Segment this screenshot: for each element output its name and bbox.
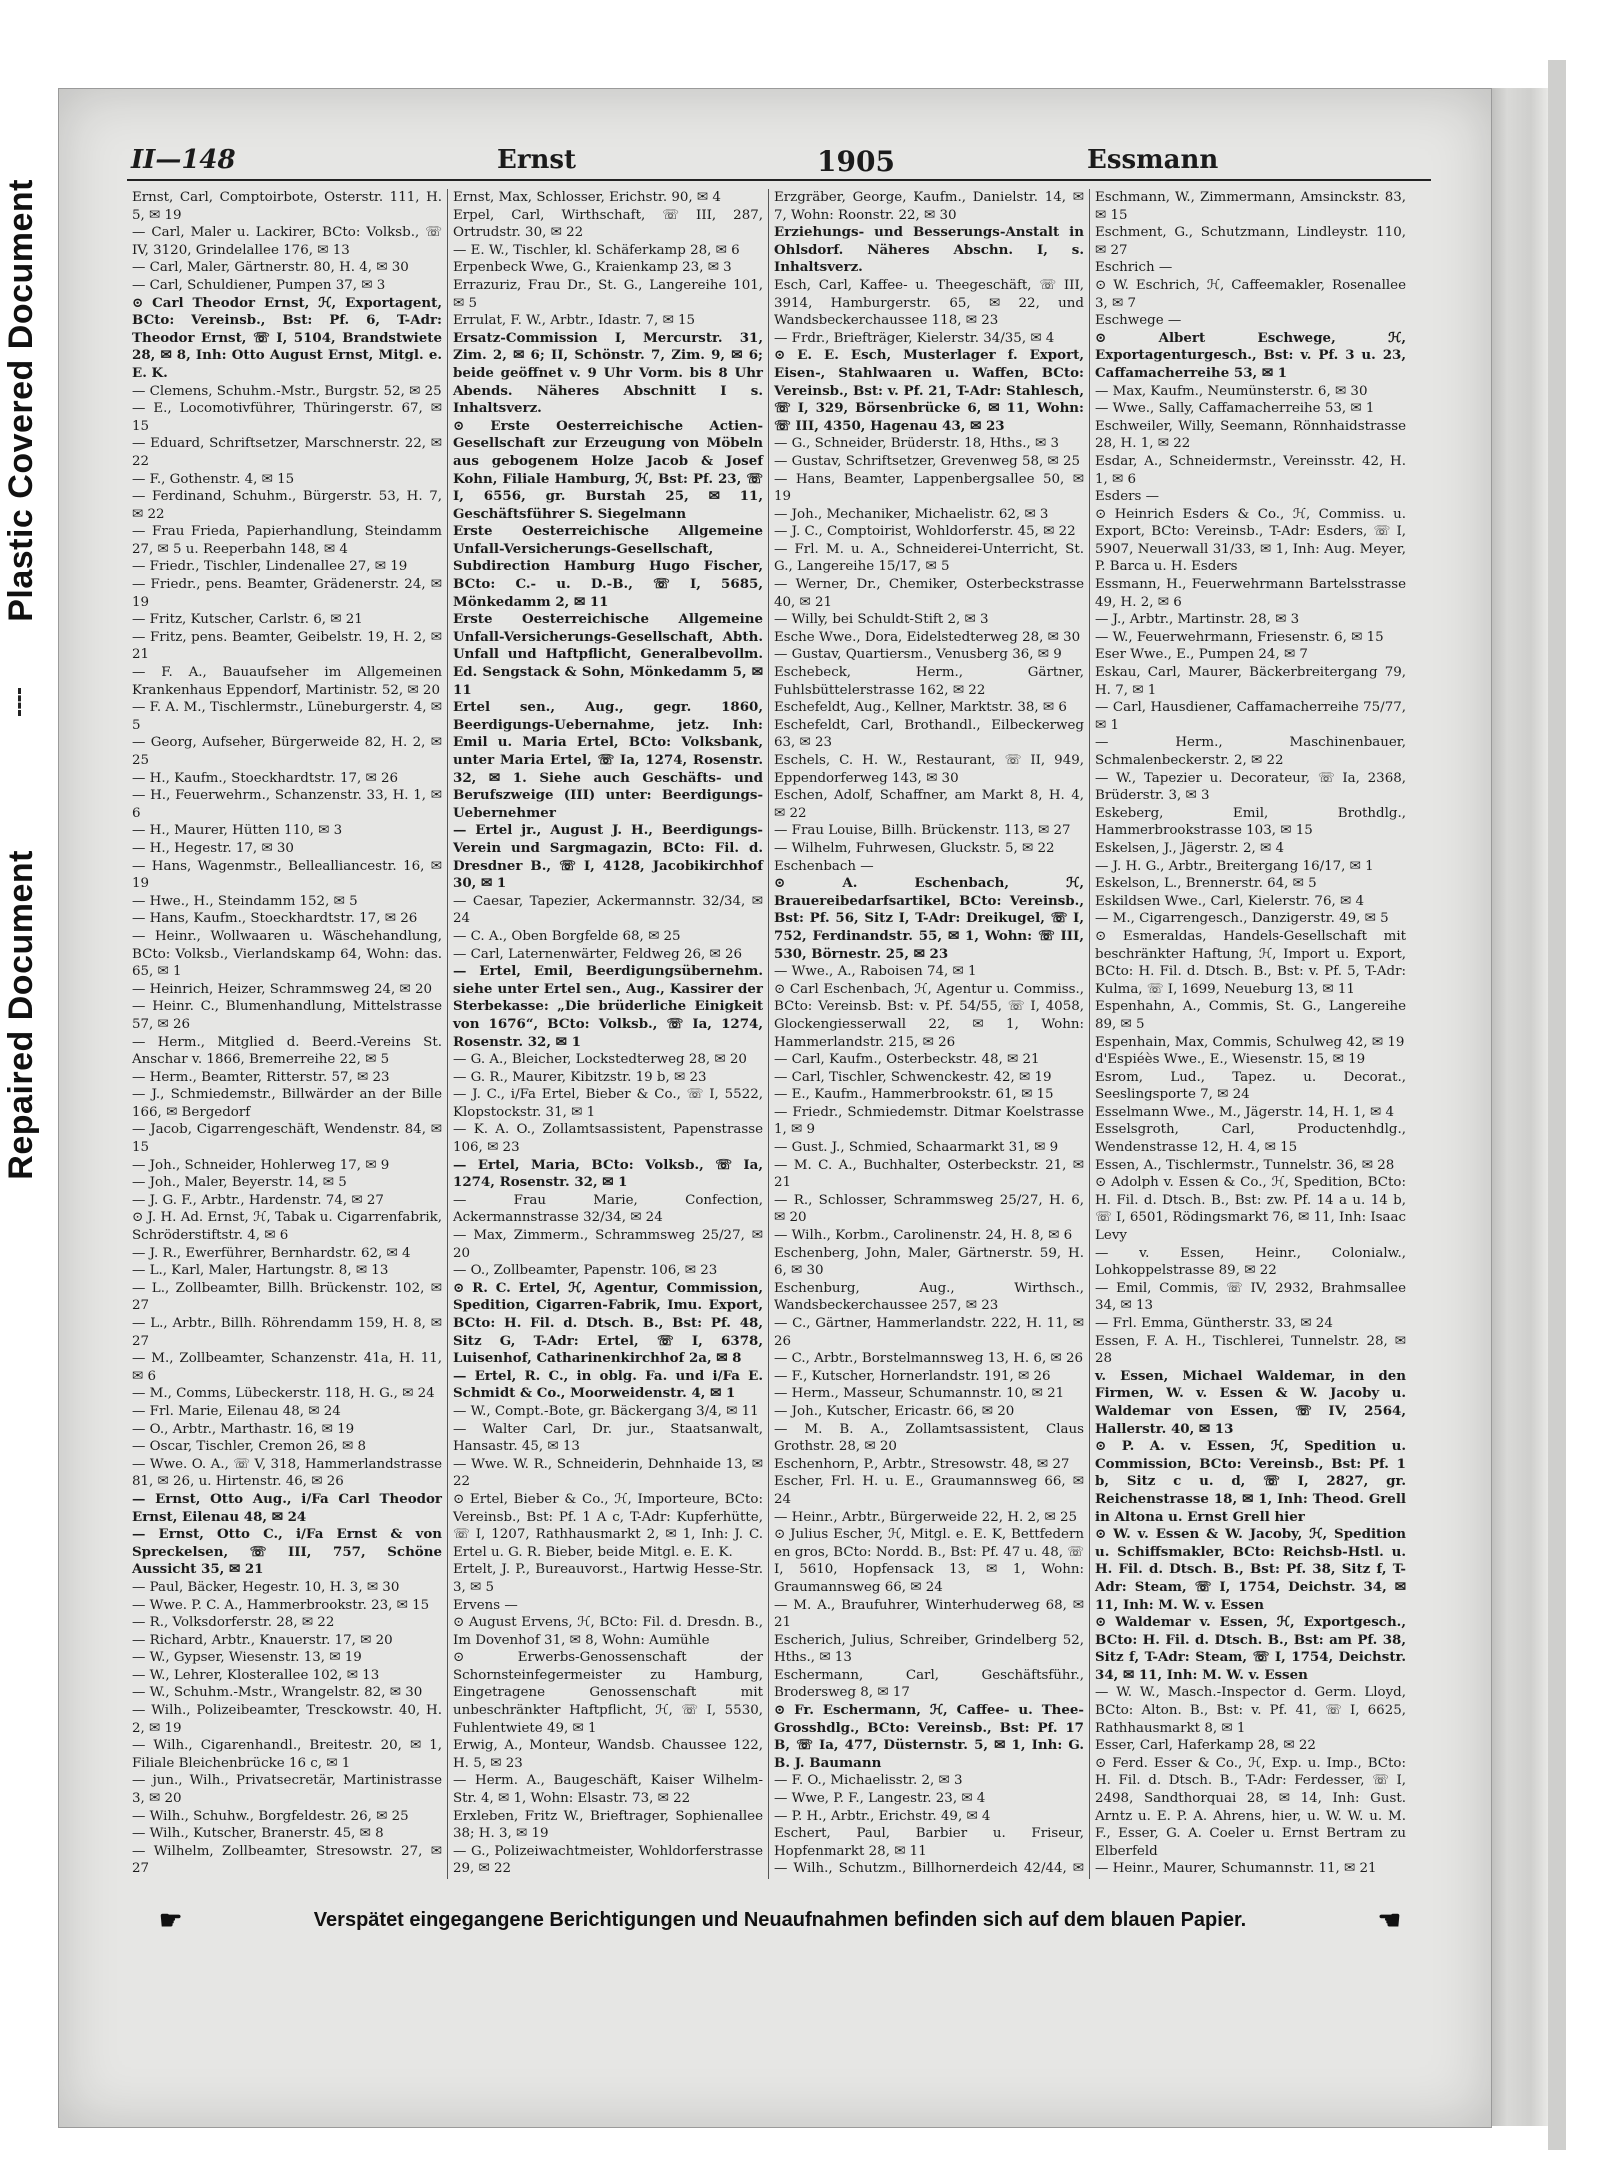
directory-entry: — C., Arbtr., Borstelmannsweg 13, H. 6, ✉ 26 — [774, 1351, 1083, 1367]
directory-entry: Eschefeldt, Carl, Brothandl., Eilbeckerweg 63, ✉ 23 — [774, 717, 1084, 751]
directory-entry: Espenhahn, A., Commis, St. G., Langereihe 89, ✉ 5 — [1095, 999, 1406, 1032]
directory-entry: Erpel, Carl, Wirthschaft, ☏ III, 287, Ortrudstr. 30, ✉ 22 — [453, 207, 763, 241]
directory-entry: — Friedr., pens. Beamter, Grädenerstr. 24, ✉ 19 — [132, 577, 442, 610]
directory-entry: — Willy, bei Schuldt-Stift 2, ✉ 3 — [774, 612, 989, 628]
directory-entry: — Hans, Beamter, Lappenbergsallee 50, ✉ 19 — [774, 471, 1084, 505]
directory-entry: — Ferdinand, Schuhm., Bürgerstr. 53, H. 7, ✉ 22 — [132, 489, 442, 522]
pointing-hand-left-icon: ☛ — [159, 1904, 183, 1935]
column-1 — [127, 189, 448, 1879]
directory-entry: — Wilhelm, Fuhrwesen, Gluckstr. 5, ✉ 22 — [774, 840, 1055, 856]
directory-entry: Eschmann, W., Zimmermann, Amsinckstr. 83, ✉ 15 — [1095, 190, 1406, 223]
directory-entry: Essen, F. A. H., Tischlerei, Tunnelstr. 28, ✉ 28 — [1095, 1333, 1406, 1367]
directory-entry: ⊙ Erwerbs-Genossenschaft der Schornsteinfegermeister zu Hamburg, Eingetragene Genossenschaft mit unbeschränkter Haftpflicht, ℋ, ☏ I, 5530, Fuhlentwiete 49, ✉ 1 — [453, 1650, 763, 1736]
directory-entry: Erpenbeck Wwe, G., Kraienkamp 23, ✉ 3 — [453, 260, 732, 276]
column-4 — [1090, 189, 1411, 1879]
directory-entry: — Heinr., Maurer, Schumannstr. 11, ✉ 21 — [1095, 1861, 1377, 1877]
directory-entry: — G. A., Bleicher, Lockstedterweg 28, ✉ 20 — [453, 1052, 747, 1068]
directory-entry: — M. A., Braufuhrer, Winterhuderweg 68, ✉ 21 — [774, 1597, 1084, 1631]
directory-entry: Eschen, Adolf, Schaffner, am Markt 8, H. 4, ✉ 22 — [774, 788, 1084, 821]
directory-entry: — E., Locomotivführer, Thüringerstr. 67, ✉ 15 — [132, 401, 442, 434]
directory-entry: ⊙ Erste Oesterreichische Actien-Gesellschaft zur Erzeugung von Möbeln aus gebogenem Holze Jacob & Josef Kohn, Filiale Hamburg, ℋ, Bst: Pf. 23, ☏ I, 6556, gr. Burstah 25, ✉ 11, Geschäftsführer S. Siegelmann — [453, 417, 763, 522]
directory-entry: — R., Schlosser, Schrammsweg 25/27, H. 6, ✉ 20 — [774, 1192, 1084, 1226]
directory-entry: Eschert, Paul, Barbier u. Friseur, Hopfenmarkt 28, ✉ 11 — [774, 1826, 1084, 1859]
directory-entry: — G., Schneider, Brüderstr. 18, Hths., ✉ 3 — [774, 436, 1060, 452]
directory-entry: — Carl, Kaufm., Osterbeckstr. 48, ✉ 21 — [774, 1052, 1040, 1068]
directory-entry: Eschels, C. H. W., Restaurant, ☏ II, 949, Eppendorferweg 143, ✉ 30 — [774, 753, 1084, 786]
directory-entry: — Carl, Schuldiener, Pumpen 37, ✉ 3 — [132, 277, 386, 293]
directory-entry: Errazuriz, Frau Dr., St. G., Langereihe 101, ✉ 5 — [453, 277, 763, 311]
directory-entry: — W., Tapezier u. Decorateur, ☏ Ia, 2368, Brüderstr. 3, ✉ 3 — [1095, 770, 1406, 804]
directory-entry: ⊙ Waldemar v. Essen, ℋ, Exportgesch., BCto: H. Fil. d. Dtsch. B., Bst: am Pf. 38, Sitz f, T-Adr: Steam, ☏ I, 1754, Deichstr. 34, ✉ 11, Inh: M. W. v. Essen — [1095, 1614, 1406, 1683]
directory-entry: Eskeberg, Emil, Brothdlg., Hammerbrookstrasse 103, ✉ 15 — [1095, 805, 1406, 839]
directory-entry: Esser, Carl, Haferkamp 28, ✉ 22 — [1095, 1738, 1316, 1754]
directory-entry: Escher, Frl. H. u. E., Graumannsweg 66, ✉ 24 — [774, 1474, 1084, 1507]
directory-entry: — M., Cigarrengesch., Danzigerstr. 49, ✉ 5 — [1095, 911, 1389, 927]
directory-entry: — Frau Louise, Billh. Brückenstr. 113, ✉ 27 — [774, 823, 1071, 839]
directory-entry: — Wwe. P. C. A., Hammerbrookstr. 23, ✉ 15 — [132, 1597, 430, 1613]
directory-entry: Eschrich — — [1095, 260, 1173, 276]
directory-entry: — K. A. O., Zollamtsassistent, Papenstrasse 106, ✉ 23 — [453, 1122, 763, 1156]
side-label-repaired: Repaired Document — [1, 850, 40, 1180]
directory-entry: — Wwe., Sally, Caffamacherreihe 53, ✉ 1 — [1095, 401, 1375, 417]
directory-entry: ⊙ W. v. Essen & W. Jacoby, ℋ, Spedition u. Schiffsmakler, BCto: Reichsb-Hstl. u. H. Fil. d. Dtsch. B., Bst: Pf. 38, Sitz f, T-Adr: Steam, ☏ I, 1754, Deichstr. 34, ✉ 11, Inh: M. W. v. Essen — [1095, 1526, 1406, 1613]
directory-entry: — E. W., Tischler, kl. Schäferkamp 28, ✉ 6 — [453, 242, 740, 258]
directory-entry: — Ernst, Otto C., i/Fa Ernst & von Spreckelsen, ☏ III, 757, Schöne Aussicht 35, ✉ 21 — [132, 1526, 442, 1578]
directory-entry: — Eduard, Schriftsetzer, Marschnerstr. 22, ✉ 22 — [132, 436, 442, 469]
directory-entry: Esche Wwe., Dora, Eidelstedterweg 28, ✉ 30 — [774, 629, 1081, 645]
directory-entry: — W., Gypser, Wiesenstr. 13, ✉ 19 — [132, 1650, 362, 1666]
directory-entry: ⊙ Julius Escher, ℋ, Mitgl. e. E. K, Bettfedern en gros, BCto: Nordd. B., Bst: Pf. 47 u. 48, ☏ I, 5610, Hopfensack 13, ✉ 1, Wohn: Graumannsweg 66, ✉ 24 — [774, 1527, 1084, 1595]
directory-entry: — Wwe., A., Raboisen 74, ✉ 1 — [774, 964, 977, 980]
directory-entry: Esselmann Wwe., M., Jägerstr. 14, H. 1, ✉ 4 — [1095, 1104, 1395, 1120]
directory-entry: Essen, A., Tischlermstr., Tunnelstr. 36, ✉ 28 — [1095, 1157, 1395, 1173]
directory-entry: — Carl, Maler u. Lackirer, BCto: Volksb., ☏ IV, 3120, Grindelallee 176, ✉ 13 — [132, 225, 442, 258]
directory-entry: Ertel sen., Aug., gegr. 1860, Beerdigungs-Uebernahme, jetz. Inh: Emil u. Maria Ertel, BCto: Volksbank, unter Maria Ertel, ☏ Ia, 1274, Rosenstr. 32, ✉ 1. Siehe auch Geschäfts- und Berufszweige (III) unter: Beerdigungs-Uebernehmer — [453, 699, 763, 821]
directory-entry: — Max, Kaufm., Neumünsterstr. 6, ✉ 30 — [1095, 383, 1368, 399]
directory-entry: — Wilhelm, Zollbeamter, Stresowstr. 27, ✉ 27 — [132, 1843, 442, 1877]
directory-entry: — E., Kaufm., Hammerbrookstr. 61, ✉ 15 — [774, 1087, 1054, 1103]
directory-entry: Eschenbach — — [774, 858, 874, 874]
directory-entry: — Fritz, Kutscher, Carlstr. 6, ✉ 21 — [132, 612, 363, 628]
directory-entry: Eskelson, L., Brennerstr. 64, ✉ 5 — [1095, 876, 1317, 892]
directory-entry: — Herm., Maschinenbauer, Schmalenbeckerstr. 2, ✉ 22 — [1095, 735, 1406, 768]
directory-entry: — Gustav, Quartiersm., Venusberg 36, ✉ 9 — [774, 647, 1062, 663]
pointing-hand-right-icon: ☚ — [1377, 1904, 1401, 1935]
directory-entry: — W., Compt.-Bote, gr. Bäckergang 3/4, ✉ 11 — [453, 1403, 759, 1419]
directory-entry: — Caesar, Tapezier, Ackermannstr. 32/34, ✉ 24 — [453, 893, 763, 927]
directory-entry: — F. O., Michaelisstr. 2, ✉ 3 — [774, 1773, 963, 1789]
directory-entry: ⊙ Albert Eschwege, ℋ, Exportagenturgesch., Bst: v. Pf. 3 u. 23, Caffamacherreihe 53, ✉ 1 — [1095, 329, 1406, 381]
directory-entry: — Wilh., Polizeibeamter, Tresckowstr. 40, H. 2, ✉ 19 — [132, 1703, 442, 1736]
directory-entry: Eschenhorn, P., Arbtr., Stresowstr. 48, ✉ 27 — [774, 1456, 1070, 1472]
directory-entry: — M. C. A., Buchhalter, Osterbeckstr. 21, ✉ 21 — [774, 1157, 1084, 1191]
column-2 — [448, 189, 769, 1879]
directory-entry: Erzgräber, George, Kaufm., Danielstr. 14, ✉ 7, Wohn: Roonstr. 22, ✉ 30 — [774, 190, 1084, 223]
directory-entry: ⊙ Carl Eschenbach, ℋ, Agentur u. Commiss., BCto: Vereinsb. Bst: v. Pf. 54/55, ☏ I, 4058, Glockengiesserwall 22, ✉ 1, Wohn: Hammerlandstr. 215, ✉ 26 — [774, 981, 1084, 1050]
directory-entry: — Frl. M. u. A., Schneiderei-Unterricht, St. G., Langereihe 15/17, ✉ 5 — [774, 541, 1084, 575]
directory-entry: — Joh., Schneider, Hohlerweg 17, ✉ 9 — [132, 1157, 390, 1173]
directory-entry: — F. A., Bauaufseher im Allgemeinen Krankenhaus Eppendorf, Martinistr. 52, ✉ 20 — [132, 665, 442, 698]
directory-entry: ⊙ W. Eschrich, ℋ, Caffeemakler, Rosenallee 3, ✉ 7 — [1095, 277, 1406, 311]
directory-entry: — Werner, Dr., Chemiker, Osterbeckstrasse 40, ✉ 21 — [774, 577, 1084, 610]
directory-entry: ⊙ J. H. Ad. Ernst, ℋ, Tabak u. Cigarrenfabrik, Schröderstiftstr. 4, ✉ 6 — [132, 1210, 442, 1244]
directory-entry: — H., Kaufm., Stoeckhardtstr. 17, ✉ 26 — [132, 770, 399, 786]
directory-entry: — Frl. Marie, Eilenau 48, ✉ 24 — [132, 1403, 341, 1419]
directory-entry: Ernst, Max, Schlosser, Erichstr. 90, ✉ 4 — [453, 190, 721, 205]
directory-entry: — Emil, Commis, ☏ IV, 2932, Brahmsallee 34, ✉ 13 — [1095, 1280, 1406, 1314]
directory-entry: — Frl. Emma, Güntherstr. 33, ✉ 24 — [1095, 1316, 1333, 1331]
directory-entry: — G., Polizeiwachtmeister, Wohldorferstrasse 29, ✉ 22 — [453, 1843, 763, 1877]
directory-entry: — L., Arbtr., Billh. Röhrendamm 159, H. 8, ✉ 27 — [132, 1316, 442, 1349]
directory-entry: — J. C., i/Fa Ertel, Bieber & Co., ☏ I, 5522, Klopstockstr. 31, ✉ 1 — [453, 1087, 763, 1120]
directory-entry: — Max, Zimmerm., Schrammsweg 25/27, ✉ 20 — [453, 1228, 763, 1261]
directory-entry — [132, 1878, 442, 1879]
directory-entry: — Heinr., Arbtr., Bürgerweide 22, H. 2, ✉ 25 — [774, 1509, 1078, 1525]
directory-entry: — J. C., Comptoirist, Wohldorferstr. 45, ✉ 22 — [774, 524, 1076, 540]
directory-entry: — P. H., Arbtr., Erichstr. 49, ✉ 4 — [774, 1808, 991, 1824]
directory-entry: — W. W., Masch.-Inspector d. Germ. Lloyd, BCto: Alton. B., Bst: v. Pf. 41, ☏ I, 6625, Rathhausmarkt 8, ✉ 1 — [1095, 1685, 1406, 1736]
directory-entry: Esders — — [1095, 489, 1160, 505]
directory-entry: — Frau Marie, Confection, Ackermannstrasse 32/34, ✉ 24 — [453, 1192, 763, 1226]
directory-entry: Erste Oesterreichische Allgemeine Unfall-Versicherungs-Gesellschaft, Abth. Unfall und Haftpflicht, Generalbevollm. Ed. Sengstack & Sohn, Mönkedamm 5, ✉ 11 — [453, 611, 763, 698]
directory-entry: — W., Feuerwehrmann, Friesenstr. 6, ✉ 15 — [1095, 629, 1384, 645]
directory-entry: Essmann, H., Feuerwehrmann Bartelsstrasse 49, H. 2, ✉ 6 — [1095, 577, 1406, 610]
directory-entry: — Ertel jr., August J. H., Beerdigungs-Verein und Sargmagazin, BCto: Fil. d. Dresdner B., ☏ I, 4128, Jacobikirchhof 30, ✉ 1 — [453, 822, 763, 892]
directory-entry: — Ernst, Otto Aug., i/Fa Carl Theodor Ernst, Eilenau 48, ✉ 24 — [132, 1490, 442, 1525]
directory-entry: — J. H. G., Arbtr., Breitergang 16/17, ✉ 1 — [1095, 858, 1374, 874]
directory-entry: ⊙ Fr. Eschermann, ℋ, Caffee- u. Thee-Grosshdlg., BCto: Vereinsb., Bst: Pf. 17 B, ☏ Ia, 477, Düsternstr. 5, ✉ 1, Inh: G. B. J. Baumann — [774, 1702, 1084, 1771]
directory-entry: — Hans, Wagenmstr., Bellealliancestr. 16, ✉ 19 — [132, 858, 442, 892]
directory-entry: — Hans, Kaufm., Stoeckhardtstr. 17, ✉ 26 — [132, 911, 418, 927]
directory-entry: Erziehungs- und Besserungs-Anstalt in Ohlsdorf. Näheres Abschn. I, s. Inhaltsverz. — [774, 224, 1084, 276]
directory-entry: — H., Hegestr. 17, ✉ 30 — [132, 840, 294, 856]
directory-entry: Eschenburg, Aug., Wirthsch., Wandsbeckerchaussee 257, ✉ 23 — [774, 1280, 1084, 1314]
directory-entry: — J., Schmiedemstr., Billwärder an der Bille 166, ✉ Bergedorf — [132, 1087, 442, 1120]
directory-entry: — Herm., Mitglied d. Beerd.-Vereins St. Anschar v. 1866, Bremerreihe 22, ✉ 5 — [132, 1034, 442, 1068]
directory-entry: Escherich, Julius, Schreiber, Grindelberg 52, Hths., ✉ 13 — [774, 1632, 1084, 1666]
directory-entry: Errulat, F. W., Arbtr., Idastr. 7, ✉ 15 — [453, 313, 696, 329]
directory-entry: ⊙ Ertel, Bieber & Co., ℋ, Importeure, BCto: Vereinsb., Bst: Pf. 1 A c, T-Adr: Kupferhütte, ☏ I, 1207, Rathhausmarkt 2, ✉ 1, Inh: J. C. Ertel u. G. R. Bieber, beide Mitgl. e. E. K. — [453, 1491, 763, 1560]
directory-entry: Ertelt, J. P., Bureauvorst., Hartwig Hesse-Str. 3, ✉ 5 — [453, 1562, 763, 1595]
directory-entry: Ervens — — [453, 1597, 518, 1613]
directory-entry: Ernst, Carl, Comptoirbote, Osterstr. 111, H. 5, ✉ 19 — [132, 190, 442, 223]
directory-entry: — F., Gothenstr. 4, ✉ 15 — [132, 471, 295, 487]
directory-entry: — Joh., Kutscher, Ericastr. 66, ✉ 20 — [774, 1403, 1015, 1419]
directory-entry: ⊙ A. Eschenbach, ℋ, Brauereibedarfsartikel, BCto: Vereinsb., Bst: Pf. 56, Sitz I, T-Adr: Dreikugel, ☏ I, 752, Ferdinandstr. 55, ✉ 1, Wohn: ☏ III, 530, Börnestr. 25, ✉ 23 — [774, 875, 1084, 962]
header-year: 1905 — [817, 145, 895, 178]
directory-entry: — Georg, Aufseher, Bürgerweide 82, H. 2, ✉ 25 — [132, 735, 442, 768]
directory-entry: ⊙ E. E. Esch, Musterlager f. Export, Eisen-, Stahlwaaren u. Waffen, BCto: Vereinsb., Bst: v. Pf. 21, T-Adr: Stahlesch, ☏ I, 329, Börsenbrücke 6, ✉ 11, Wohn: ☏ III, 4350, Hagenau 43, ✉ 23 — [774, 347, 1084, 434]
directory-entry: — Carl, Maler, Gärtnerstr. 80, H. 4, ✉ 30 — [132, 260, 409, 276]
directory-entry: — Frau Frieda, Papierhandlung, Steindamm 27, ✉ 5 u. Reeperbahn 148, ✉ 4 — [132, 524, 442, 557]
directory-entry: — O., Arbtr., Marthastr. 16, ✉ 19 — [132, 1421, 355, 1437]
directory-entry: Eskildsen Wwe., Carl, Kielerstr. 76, ✉ 4 — [1095, 893, 1364, 909]
directory-entry: — Ertel, R. C., in oblg. Fa. und i/Fa E. Schmidt & Co., Moorweidenstr. 4, ✉ 1 — [453, 1367, 763, 1402]
directory-entry: — Jacob, Cigarrengeschäft, Wendenstr. 84, ✉ 15 — [132, 1122, 442, 1156]
directory-entry: ⊙ Adolph v. Essen & Co., ℋ, Spedition, BCto: H. Fil. d. Dtsch. B., Bst: zw. Pf. 14 a u. 14 b, ☏ I, 6501, Rödingsmarkt 76, ✉ 11, Inh: Isaac Levy — [1095, 1175, 1406, 1244]
directory-entry: — F. A. M., Tischlermstr., Lüneburgerstr. 4, ✉ 5 — [132, 700, 443, 733]
footer-note — [159, 1904, 1401, 1936]
directory-entry: — Frdr., Briefträger, Kielerstr. 34/35, ✉ 4 — [774, 330, 1055, 346]
directory-entry: Eskau, Carl, Maurer, Bäckerbreitergang 79, H. 7, ✉ 1 — [1095, 665, 1406, 698]
directory-entry: Eschebeck, Herm., Gärtner, Fuhlsbüttelerstrasse 162, ✉ 22 — [774, 665, 1084, 698]
directory-entry — [453, 1878, 763, 1879]
directory-entry: Eser Wwe., E., Pumpen 24, ✉ 7 — [1095, 647, 1308, 663]
directory-entry: — J. R., Ewerführer, Bernhardstr. 62, ✉ 4 — [132, 1245, 411, 1261]
directory-entry: — Heinr., Wollwaaren u. Wäschehandlung, BCto: Volksb., Vierlandskamp 64, Wohn: das. 65, ✉ 1 — [132, 928, 442, 980]
directory-entry: — Fritz, pens. Beamter, Geibelstr. 19, H. 2, ✉ 21 — [132, 629, 442, 663]
directory-entry: Ersatz-Commission I, Mercurstr. 31, Zim. 2, ✉ 6; II, Schönstr. 7, Zim. 9, ✉ 6; beide geöffnet v. 9 Uhr Vorm. bis 8 Uhr Abends. Näheres Abschnitt I s. Inhaltsverz. — [453, 329, 763, 417]
directory-entry: ⊙ Heinrich Esders & Co., ℋ, Commiss. u. Export, BCto: Vereinsb., T-Adr: Esders, ☏ I, 5907, Neuerwall 31/33, ✉ 1, Inh: Aug. Meyer, P. Barca u. H. Esders — [1095, 506, 1406, 575]
directory-entry: ⊙ Ferd. Esser & Co., ℋ, Exp. u. Imp., BCto: H. Fil. d. Dtsch. B., T-Adr: Ferdesser, ☏ I, 2498, Sandthorquai 28, ✉ 14, Inh: Gust. Arntz u. E. P. A. Ahrens, hier, u. W. W. u. M. F., Esser, G. A. Coeler u. Ernst Bertram zu Elberfeld — [1095, 1755, 1406, 1859]
header-left-word: Ernst — [497, 145, 577, 175]
directory-entry: — Heinr. C., Blumenhandlung, Mittelstrasse 57, ✉ 26 — [132, 999, 442, 1032]
page-number: II—148 — [131, 145, 236, 175]
directory-entry: ⊙ Esmeraldas, Handels-Gesellschaft mit beschränkter Haftung, ℋ, Import u. Export, BCto: H. Fil. d. Dtsch. B., Bst: v. Pf. 5, T-Adr: Kulma, ☏ I, 1699, Neueburg 13, ✉ 11 — [1095, 928, 1406, 997]
directory-entry: Eskelsen, J., Jägerstr. 2, ✉ 4 — [1095, 840, 1284, 856]
directory-entry: — Richard, Arbtr., Knauerstr. 17, ✉ 20 — [132, 1632, 393, 1648]
directory-entry: Eschermann, Carl, Geschäftsführ., Brodersweg 8, ✉ 17 — [774, 1667, 1084, 1701]
directory-entry: Espenhain, Max, Commis, Schulweg 42, ✉ 19 — [1095, 1034, 1405, 1050]
directory-entry: — Wilh., Korbm., Carolinenstr. 24, H. 8, ✉ 6 — [774, 1228, 1073, 1244]
directory-entry: — Wilh., Schutzm., Billhornerdeich 42/44, ✉ — [774, 1861, 1084, 1877]
directory-entry: Esrom, Lud., Tapez. u. Decorat., Seeslingsporte 7, ✉ 24 — [1095, 1069, 1406, 1103]
directory-entry: — jun., Wilh., Privatsecretär, Martinistrasse 3, ✉ 20 — [132, 1773, 442, 1807]
directory-entry: Eschweiler, Willy, Seemann, Rönnhaidstrasse 28, H. 1, ✉ 22 — [1095, 418, 1406, 452]
directory-entry: — Ertel, Emil, Beerdigungsübernehm. siehe unter Ertel sen., Aug., Kassirer der Sterbekasse: „Die brüderliche Einigkeit von 1676“, BCto: Volksb., ☏ Ia, 1274, Rosenstr. 32, ✉ 1 — [453, 963, 763, 1050]
directory-entry: — Herm., Beamter, Ritterstr. 57, ✉ 23 — [132, 1069, 390, 1085]
directory-entry: Erxleben, Fritz W., Brieftrager, Sophienallee 38; H. 3, ✉ 19 — [453, 1808, 763, 1842]
directory-entry: — Hwe., H., Steindamm 152, ✉ 5 — [132, 893, 358, 909]
directory-entry: — Heinrich, Heizer, Schrammsweg 24, ✉ 20 — [132, 981, 433, 997]
header-right-word: Essmann — [1087, 145, 1219, 175]
side-label-plastic-covered: Plastic Covered Document — [1, 178, 40, 622]
directory-entry: d'Espiéès Wwe., E., Wiesenstr. 15, ✉ 19 — [1095, 1052, 1366, 1068]
directory-entry: Eschefeldt, Aug., Kellner, Marktstr. 38, ✉ 6 — [774, 700, 1067, 716]
directory-entry: ⊙ R. C. Ertel, ℋ, Agentur, Commission, Spedition, Cigarren-Fabrik, Imu. Export, BCto: H. Fil. d. Dtsch. B., Bst: Pf. 48, Sitz G, T-Adr: Ertel, ☏ I, 6378, Luisenhof, Catharinenkirchhof 2a, ✉ 8 — [453, 1279, 763, 1367]
directory-entry: — Clemens, Schuhm.-Mstr., Burgstr. 52, ✉ 25 — [132, 383, 442, 399]
directory-entry: — M., Zollbeamter, Schanzenstr. 41a, H. 11, ✉ 6 — [132, 1351, 442, 1384]
directory-entry: — Wwe, P. F., Langestr. 23, ✉ 4 — [774, 1791, 986, 1807]
directory-entry: — H., Maurer, Hütten 110, ✉ 3 — [132, 823, 343, 839]
directory-entry: — Ertel, Maria, BCto: Volksb., ☏ Ia, 1274, Rosenstr. 32, ✉ 1 — [453, 1156, 763, 1191]
directory-entry: — L., Zollbeamter, Billh. Brückenstr. 102, ✉ 27 — [132, 1280, 442, 1314]
directory-entry: — Friedr., Tischler, Lindenallee 27, ✉ 19 — [132, 559, 408, 575]
directory-entry: — W., Lehrer, Klosterallee 102, ✉ 13 — [132, 1667, 380, 1683]
directory-entry: ⊙ P. A. v. Essen, ℋ, Spedition u. Commission, BCto: Vereinsb., Bst: Pf. 1 b, Sitz c u. d, ☏ I, 2827, gr. Reichenstrasse 18, ✉ 1, Inh: Theod. Grell in Altona u. Ernst Grell hier — [1095, 1438, 1406, 1525]
directory-entry: ⊙ August Ervens, ℋ, BCto: Fil. d. Dresdn. B., Im Dovenhof 31, ✉ 8, Wohn: Aumühle — [453, 1615, 763, 1648]
directory-entry: — F., Kutscher, Hornerlandstr. 191, ✉ 26 — [774, 1368, 1051, 1384]
directory-entry: — Joh., Mechaniker, Michaelistr. 62, ✉ 3 — [774, 506, 1049, 522]
directory-entry: — J. G. F., Arbtr., Hardenstr. 74, ✉ 27 — [132, 1192, 384, 1208]
directory-entry: — H., Feuerwehrm., Schanzenstr. 33, H. 1, ✉ 6 — [132, 788, 442, 821]
directory-entry: — Herm. A., Baugeschäft, Kaiser Wilhelm-Str. 4, ✉ 1, Wohn: Elsastr. 73, ✉ 22 — [453, 1773, 763, 1807]
directory-entry: — Gust. J., Schmied, Schaarmarkt 31, ✉ 9 — [774, 1140, 1059, 1156]
directory-entry: — Wilh., Schuhw., Borgfeldestr. 26, ✉ 25 — [132, 1808, 409, 1824]
directory-entry: — R., Volksdorferstr. 28, ✉ 22 — [132, 1615, 335, 1631]
directory-entry: — v. Essen, Heinr., Colonialw., Lohkoppelstrasse 89, ✉ 22 — [1095, 1245, 1406, 1279]
directory-entry: Esselsgroth, Carl, Productenhdlg., Wendenstrasse 12, H. 4, ✉ 15 — [1095, 1122, 1406, 1156]
column-3 — [769, 189, 1090, 1879]
directory-entry: Erwig, A., Monteur, Wandsb. Chaussee 122, H. 5, ✉ 23 — [453, 1738, 763, 1771]
directory-entry: — J., Arbtr., Martinstr. 28, ✉ 3 — [1095, 612, 1300, 628]
directory-entry: — W., Schuhm.-Mstr., Wrangelstr. 82, ✉ 30 — [132, 1685, 423, 1701]
directory-entry: ⊙ Carl Theodor Ernst, ℋ, Exportagent, BCto: Vereinsb., Bst: Pf. 6, T-Adr: Theodor Ernst, ☏ I, 5104, Brandstwiete 28, ✉ 8, Inh: Otto August Ernst, Mitgl. e. E. K. — [132, 294, 442, 381]
directory-entry: — C., Gärtner, Hammerlandstr. 222, H. 11, ✉ 26 — [774, 1316, 1084, 1349]
directory-entry: — Wwe. O. A., ☏ V, 318, Hammerlandstrasse 81, ✉ 26, u. Hirtenstr. 46, ✉ 26 — [132, 1456, 442, 1490]
directory-entry: — Wilh., Kutscher, Branerstr. 45, ✉ 8 — [132, 1826, 384, 1842]
page-back-edge — [1548, 60, 1566, 2150]
scanned-page — [58, 88, 1492, 2128]
directory-entry: v. Essen, Michael Waldemar, in den Firmen, W. v. Essen & W. Jacoby u. Waldemar von Essen, ☏ IV, 2564, Hallerstr. 40, ✉ 13 — [1095, 1367, 1406, 1437]
directory-entry: — C. A., Oben Borgfelde 68, ✉ 25 — [453, 928, 681, 944]
directory-entry: Esdar, A., Schneidermstr., Vereinsstr. 42, H. 1, ✉ 6 — [1095, 453, 1406, 487]
directory-entry: — Wwe. W. R., Schneiderin, Dehnhaide 13, ✉ 22 — [453, 1456, 763, 1490]
directory-entry: — Herm., Masseur, Schumannstr. 10, ✉ 21 — [774, 1386, 1065, 1402]
directory-entry: — Wilh., Cigarenhandl., Breitestr. 20, ✉ 1, Filiale Bleichenbrücke 16 c, ✉ 1 — [132, 1738, 442, 1771]
directory-entry — [1095, 1878, 1406, 1879]
directory-entry: Eschenberg, John, Maler, Gärtnerstr. 59, H. 6, ✉ 30 — [774, 1245, 1084, 1279]
page-header — [127, 139, 1431, 181]
page-edge-shadow — [1490, 88, 1548, 2126]
directory-entry: — O., Zollbeamter, Papenstr. 106, ✉ 23 — [453, 1263, 718, 1279]
directory-entry: — Carl, Laternenwärter, Feldweg 26, ✉ 26 — [453, 946, 743, 962]
directory-entry: — Joh., Maler, Beyerstr. 14, ✉ 5 — [132, 1175, 347, 1191]
directory-entry: — M., Comms, Lübeckerstr. 118, H. G., ✉ 24 — [132, 1386, 435, 1402]
directory-entry: — Carl, Hausdiener, Caffamacherreihe 75/77, ✉ 1 — [1095, 700, 1406, 733]
directory-columns — [127, 189, 1413, 1879]
directory-entry: — M. B. A., Zollamtsassistent, Claus Grothstr. 28, ✉ 20 — [774, 1421, 1084, 1455]
directory-entry: — Oscar, Tischler, Cremon 26, ✉ 8 — [132, 1439, 367, 1455]
directory-entry: — L., Karl, Maler, Hartungstr. 8, ✉ 13 — [132, 1263, 389, 1279]
directory-entry: Erste Oesterreichische Allgemeine Unfall-Versicherungs-Gesellschaft, Subdirection Hamburg Hugo Fischer, BCto: C.- u. D.-B., ☏ I, 5685, Mönkedamm 2, ✉ 11 — [453, 523, 763, 610]
directory-entry: Eschment, G., Schutzmann, Lindleystr. 110, ✉ 27 — [1095, 225, 1406, 258]
directory-entry: — Friedr., Schmiedemstr. Ditmar Koelstrasse 1, ✉ 9 — [774, 1104, 1084, 1138]
directory-entry: Esch, Carl, Kaffee- u. Theegeschäft, ☏ III, 3914, Hamburgerstr. 65, ✉ 22, und Wandsbeckerchaussee 118, ✉ 23 — [774, 277, 1084, 329]
directory-entry: — Paul, Bäcker, Hegestr. 10, H. 3, ✉ 30 — [132, 1579, 400, 1595]
directory-entry: — G. R., Maurer, Kibitzstr. 19 b, ✉ 23 — [453, 1069, 707, 1085]
directory-entry: — Carl, Tischler, Schwenckestr. 42, ✉ 19 — [774, 1069, 1052, 1085]
directory-entry: — Gustav, Schriftsetzer, Grevenweg 58, ✉ 25 — [774, 453, 1081, 469]
footer-text: Verspätet eingegangene Berichtigungen und Neuaufnahmen befinden sich auf dem blauen Papier. — [313, 1908, 1247, 1931]
side-divider — [18, 688, 25, 716]
directory-entry: — Walter Carl, Dr. jur., Staatsanwalt, Hansastr. 45, ✉ 13 — [453, 1421, 763, 1455]
directory-entry: Eschwege — — [1095, 313, 1182, 329]
